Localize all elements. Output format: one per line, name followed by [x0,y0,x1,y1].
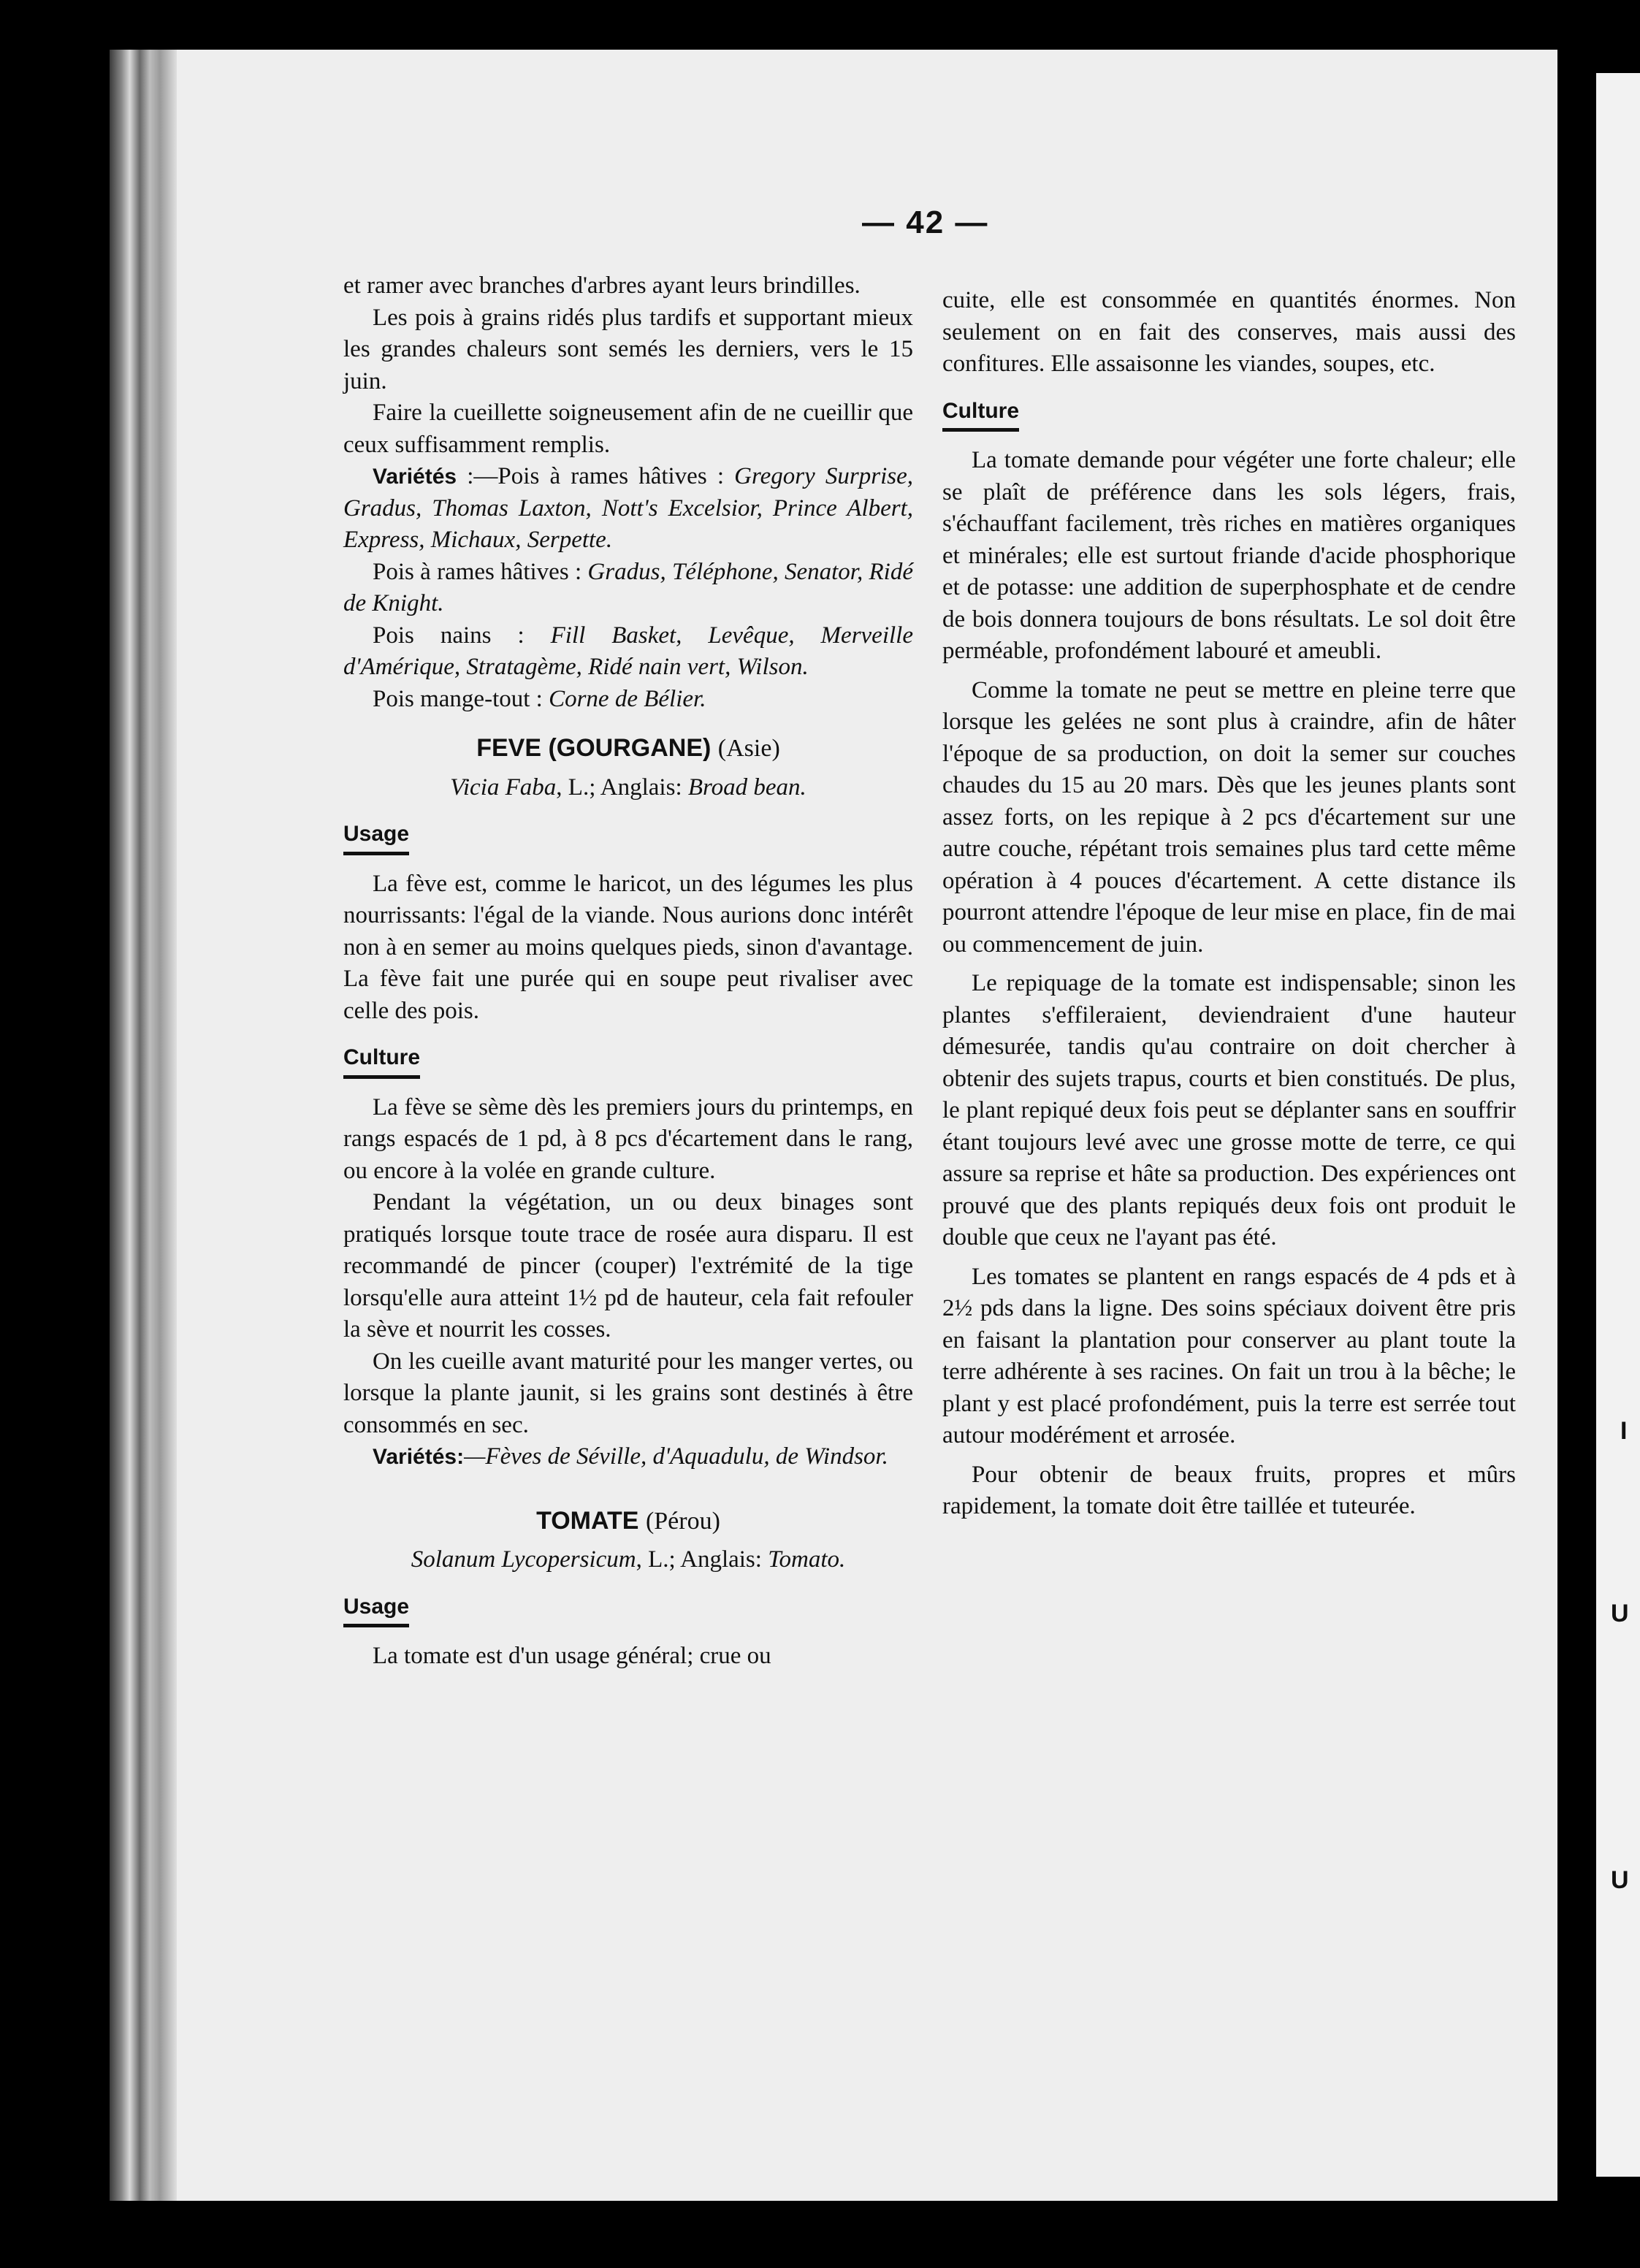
paragraph: On les cueille avant maturité pour les manger vertes, ou lorsque la plante jaunit, si les grains sont destinés à être consommés en sec. [343,1348,913,1438]
section-title-feve [343,733,913,765]
varieties-lead: Pois à rames hâtives : [373,558,588,585]
paragraph: La fève est, comme le haricot, un des légumes les plus nourrissants: l'égal de la viande. Nous aurions donc intérêt non à en semer au moins quelques pieds, sinon d'avantage. La fève fait une purée qui en soupe peut rivaliser avec celle des pois. [343,870,913,1024]
english-name: Tomato. [768,1546,846,1573]
paragraph: La fève se sème dès les premiers jours du printemps, en rangs espacés de 1 pd, à 8 pcs d'écartement dans le rang, ou encore à la volée en grande culture. [343,1093,913,1184]
varieties-names: Gradus, Téléphone, Senator, Ridé de Knight. [343,558,914,616]
varieties-names: Gregory Surprise, Gradus, Thomas Laxton, Nott's Excelsior, Prince Albert, Express, Michaux, Serpette. [343,463,913,553]
paragraph: La tomate demande pour végéter une forte chaleur; elle se plaît de préférence dans les sols légers, frais, s'échauffant facilement, très riches en matières organiques et minérales; elle est surtout friande d'acide phosphorique et de potasse: une addition de superphosphate et de cendre de bois donnera toujours de bons résultats. Le sol doit être perméable, profondément labouré et ameubli. [942,447,1516,664]
paragraph: Le repiquage de la tomate est indispensable; sinon les plantes s'effileraient, deviendraient d'une hauteur démesurée, tandis qu'au contraire on doit chercher à obtenir des sujets trapus, courts et bien constitués. De plus, le plant repiqué deux fois peut se déplanter sans en souffrir étant toujours levé avec une grosse motte de terre, ce qui assure sa reprise et hâte sa production. Des expériences ont prouvé que des plants repiqués deux fois ont produit le double que ceux ne l'ayant pas été. [942,970,1516,1251]
paragraph: Les pois à grains ridés plus tardifs et supportant mieux les grandes chaleurs sont semés les derniers, vers le 15 juin. [343,304,913,394]
paragraph: La tomate est d'un usage général; crue ou [373,1643,771,1669]
latin-name-line [343,772,913,804]
paragraph: cuite, elle est consommée en quantités énormes. Non seulement on en fait des conserves, mais aussi des confitures. Elle assaisonne les viandes, soupes, etc. [942,287,1516,377]
varieties-label: Variétés [373,465,457,489]
paragraph: et ramer avec branches d'arbres ayant leurs brindilles. [343,272,861,299]
subheading-usage: Usage [343,818,409,855]
varieties-lead: :—Pois à rames hâtives : [457,463,735,489]
section-title-text: FEVE (GOURGANE) [476,734,712,762]
subheading-culture: Culture [343,1042,420,1079]
varieties-names: Fill Basket, Levêque, Merveille d'Amérique, Stratagème, Ridé nain vert, Wilson. [343,622,913,680]
varieties-lead: Pois mange-tout : [373,685,549,712]
latin-name: Solanum Lycopersicum [411,1546,636,1573]
paragraph: Les tomates se plantent en rangs espacés de 4 pds et à 2½ pds dans la ligne. Des soins spéciaux doivent être pris en faisant la plantation pour conserver au plant toute la terre adhérente à ses racines. On fait un trou à la bêche; le plant y est placé profondément, puis la terre est serrée tout autour modérément et arrosée. [942,1263,1516,1448]
page-number: — 42 — [862,205,989,240]
subheading-culture: Culture [942,395,1019,432]
varieties-names: Corne de Bélier. [549,685,706,712]
margin-fragment: U [1611,1600,1629,1627]
varieties-lead: Pois nains : [373,622,551,649]
section-title-tomate [343,1505,913,1538]
varieties-label: Variétés: [373,1445,465,1469]
latin-mid: , L.; Anglais: [636,1546,768,1573]
latin-mid: , L.; Anglais: [556,774,688,801]
next-page-edge [1596,73,1640,2177]
latin-name-line [343,1544,913,1576]
section-title-text: TOMATE [536,1506,639,1535]
varieties-paragraph [343,620,913,684]
varieties-paragraph [343,461,913,557]
paragraph: Pour obtenir de beaux fruits, propres et mûrs rapidement, la tomate doit être taillée et tuteurée. [942,1461,1516,1519]
paragraph: Comme la tomate ne peut se mettre en pleine terre que lorsque les gelées ne sont plus à craindre, afin de hâter l'époque de sa production, on doit la semer sur couches chaudes du 15 au 20 mars. Dès que les jeunes plants sont assez forts, on les repique à 2 pcs d'écartement sur une autre couche, répétant trois semaines plus tard cette même opération à 4 pouces d'écartement. A cette distance ils pourront attendre l'époque de leur mise en place, fin de mai ou commencement de juin. [942,676,1516,958]
left-column [343,270,913,1673]
paragraph: Pendant la végétation, un ou deux binages sont pratiqués lorsque toute trace de rosée aura disparu. Il est recommandé de pincer (couper) l'extrémité de la tige lorsqu'elle aura atteint 1½ pd de hauteur, cela fait refouler la sève et nourrit les cosses. [343,1189,913,1343]
margin-fragment: U [1611,1866,1629,1894]
section-origin: (Pérou) [645,1507,720,1535]
varieties-names: —Fèves de Séville, d'Aquadulu, de Windsor. [464,1443,888,1470]
book-spine [110,50,177,2201]
latin-name: Vicia Faba [450,774,557,801]
right-column [942,285,1516,1523]
varieties-paragraph [343,684,913,716]
section-origin: (Asie) [717,735,780,762]
margin-fragment: I [1620,1417,1628,1445]
english-name: Broad bean. [687,774,806,801]
varieties-paragraph [343,1441,913,1473]
subheading-usage: Usage [343,1591,409,1628]
paragraph: Faire la cueillette soigneusement afin de ne cueillir que ceux suffisamment remplis. [343,400,913,458]
varieties-paragraph [343,557,913,620]
